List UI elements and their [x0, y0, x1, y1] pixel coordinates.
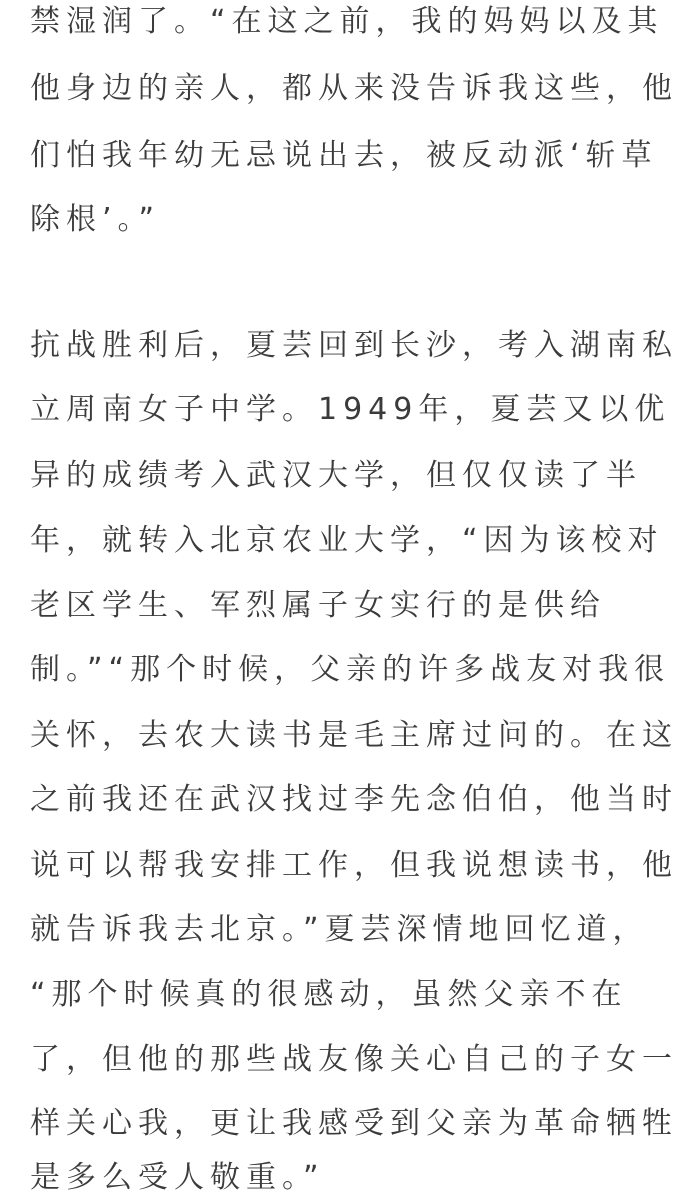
paragraph-line: 是多么受人敬重。”	[30, 1160, 325, 1195]
paragraph-line: 异的成绩考入武汉大学，但仅仅读了半	[30, 458, 642, 493]
paragraph-line: 们怕我年幼无忌说出去，被反动派‘斩草	[30, 138, 658, 173]
paragraph-line: “那个时候真的很感动，虽然父亲不在	[30, 977, 628, 1012]
paragraph-line: 样关心我，更让我感受到父亲为革命牺牲	[30, 1106, 678, 1141]
paragraph-line: 禁湿润了。“在这之前，我的妈妈以及其	[30, 4, 664, 39]
paragraph-line: 就告诉我去北京。”夏芸深情地回忆道，	[30, 912, 649, 947]
paragraph-line: 制。”“那个时候，父亲的许多战友对我很	[30, 652, 671, 687]
paragraph-line: 他身边的亲人，都从来没告诉我这些，他	[30, 71, 678, 106]
paragraph-line: 了，但他的那些战友像关心自己的子女一	[30, 1042, 678, 1077]
paragraph-line: 之前我还在武汉找过李先念伯伯，他当时	[30, 782, 678, 817]
paragraph-line: 除根’。”	[30, 202, 161, 237]
paragraph-line: 老区学生、军烈属子女实行的是供给	[30, 588, 606, 623]
paragraph-line: 抗战胜利后，夏芸回到长沙，考入湖南私	[30, 328, 678, 363]
paragraph-line: 立周南女子中学。1949年，夏芸又以优	[30, 392, 671, 427]
paragraph-line: 年，就转入北京农业大学，“因为该校对	[30, 523, 664, 558]
paragraph-line: 关怀，去农大读书是毛主席过问的。在这	[30, 718, 678, 753]
paragraph-line: 说可以帮我安排工作，但我说想读书，他	[30, 848, 678, 883]
